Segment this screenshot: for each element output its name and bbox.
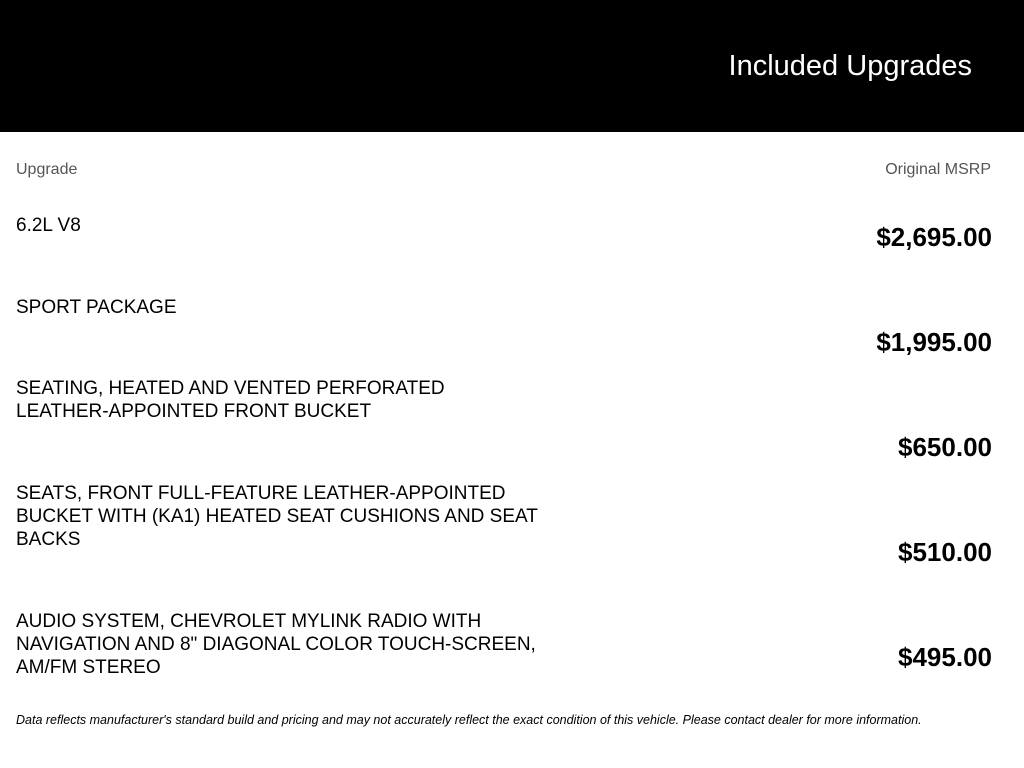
upgrade-name: SPORT PACKAGE bbox=[16, 297, 177, 318]
upgrade-price: $2,695.00 bbox=[876, 222, 992, 252]
upgrade-price: $495.00 bbox=[898, 642, 992, 672]
disclaimer-text: Data reflects manufacturer's standard build and pricing and may not accurately reflect the exact condition of this vehicle. Please contact dealer for more information. bbox=[16, 713, 922, 727]
upgrade-price: $650.00 bbox=[898, 432, 992, 462]
page-title: Included Upgrades bbox=[728, 50, 972, 82]
column-header-msrp: Original MSRP bbox=[885, 161, 991, 178]
column-header-upgrade: Upgrade bbox=[16, 161, 78, 178]
upgrade-name: 6.2L V8 bbox=[16, 215, 81, 236]
upgrade-name: SEATING, HEATED AND VENTED PERFORATED LEATHER-APPOINTED FRONT BUCKET bbox=[16, 378, 445, 422]
header-bar bbox=[0, 0, 1024, 132]
upgrade-name: SEATS, FRONT FULL-FEATURE LEATHER-APPOINTED BUCKET WITH (KA1) HEATED SEAT CUSHIONS AND SEAT BACKS bbox=[16, 483, 538, 550]
upgrade-name: AUDIO SYSTEM, CHEVROLET MYLINK RADIO WITH NAVIGATION AND 8" DIAGONAL COLOR TOUCH-SCREEN, AM/FM STEREO bbox=[16, 611, 536, 678]
upgrade-price: $510.00 bbox=[898, 537, 992, 567]
upgrade-price: $1,995.00 bbox=[876, 327, 992, 357]
